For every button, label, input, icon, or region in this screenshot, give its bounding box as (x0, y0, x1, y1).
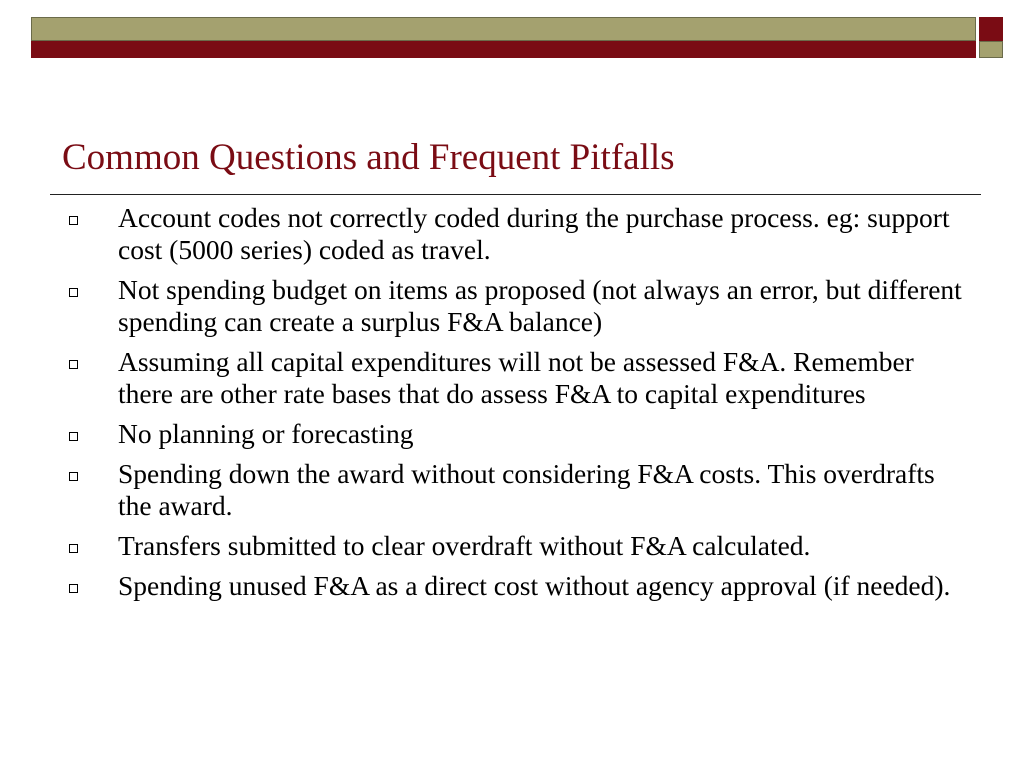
hollow-square-bullet-icon (69, 544, 78, 553)
slide-title: Common Questions and Frequent Pitfalls (62, 137, 675, 178)
bullet-item (66, 458, 966, 522)
hollow-square-bullet-icon (69, 216, 78, 225)
bullet-item (66, 346, 966, 410)
bullet-item (66, 202, 966, 266)
header-corner-square-olive (979, 41, 1003, 58)
header-band-maroon (31, 41, 976, 58)
bullet-text: Not spending budget on items as proposed (not always an error, but different spending can create a surplus F&A balance) (118, 274, 962, 337)
hollow-square-bullet-icon (69, 584, 78, 593)
bullet-item (66, 274, 966, 338)
bullet-text: Assuming all capital expenditures will not be assessed F&A. Remember there are other rate bases that do assess F&A to capital expenditures (118, 346, 914, 409)
title-divider (50, 194, 981, 195)
bullet-text: No planning or forecasting (118, 418, 414, 449)
bullet-list (66, 202, 966, 610)
bullet-item (66, 530, 966, 562)
bullet-text: Spending down the award without considering F&A costs. This overdrafts the award. (118, 458, 935, 521)
header-band-olive (31, 17, 976, 41)
bullet-item (66, 570, 966, 602)
hollow-square-bullet-icon (69, 432, 78, 441)
bullet-text: Account codes not correctly coded during the purchase process. eg: support cost (5000 series) coded as travel. (118, 202, 950, 265)
bullet-text: Transfers submitted to clear overdraft without F&A calculated. (118, 530, 811, 561)
header-corner-square-maroon (979, 17, 1003, 41)
hollow-square-bullet-icon (69, 360, 78, 369)
bullet-text: Spending unused F&A as a direct cost without agency approval (if needed). (118, 570, 951, 601)
bullet-item (66, 418, 966, 450)
hollow-square-bullet-icon (69, 472, 78, 481)
hollow-square-bullet-icon (69, 288, 78, 297)
